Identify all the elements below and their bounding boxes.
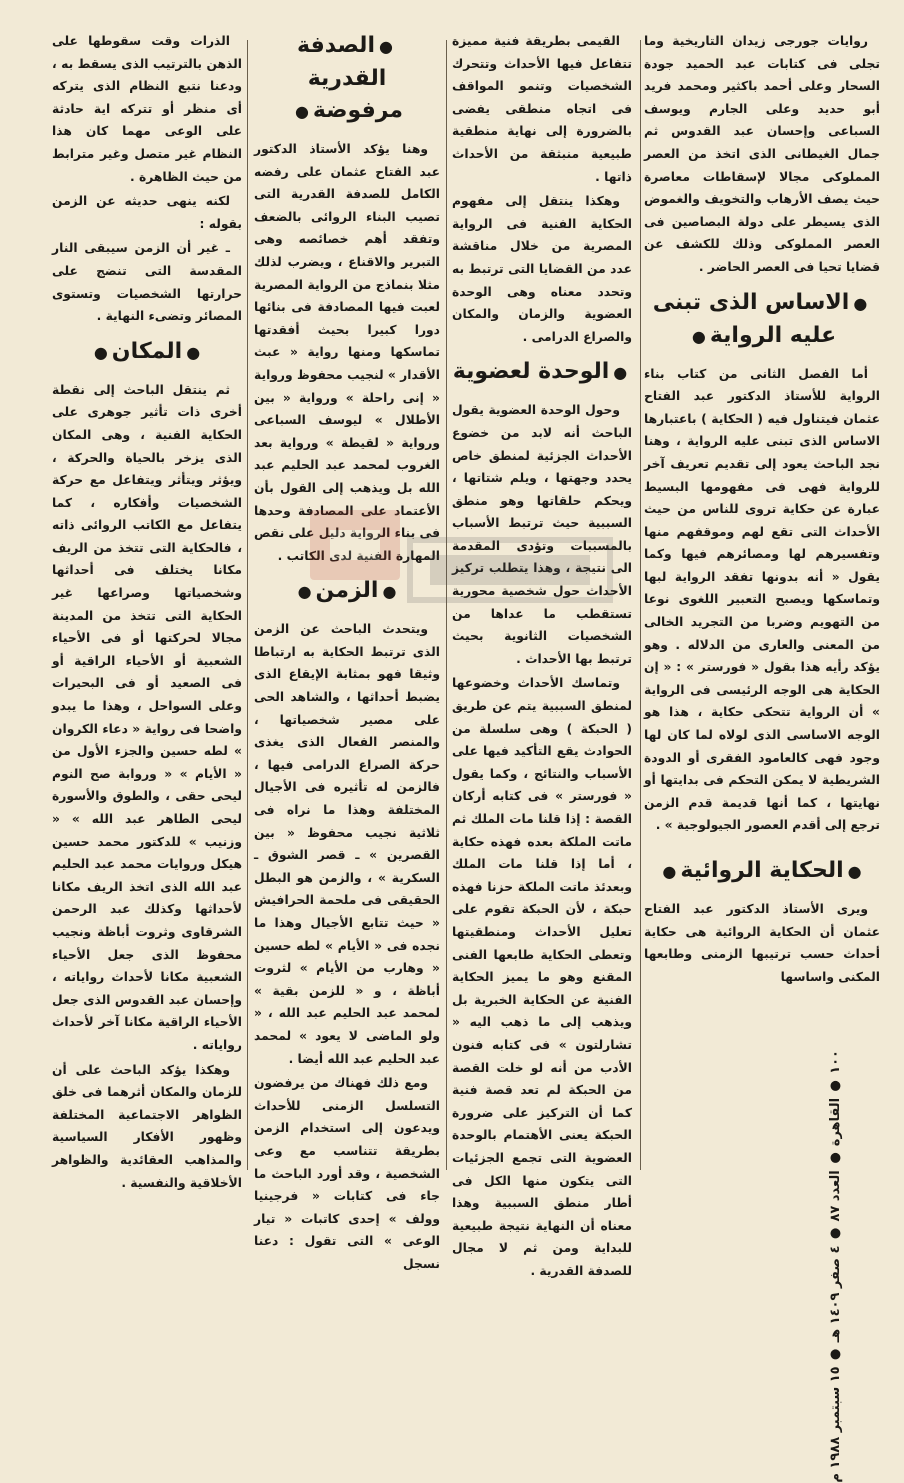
paragraph: روايات جورجى زيدان التاريخية وما تجلى فى كتابات عبد الحميد جودة السحار وعلى أحمد باكثير ومحمد فريد أبو حديد وعلى الجارم ويوسف السباعى وإحسان عبد القدوس ثم جمال الغيطانى الذى اتخذ من العصر المملوكى مجالا لإسقاطات معاصرة حيث يصف الأرهاب والتخويف والغموض الذى يسيطر على دولة البصاصين فى العصر المملوكى وذلك للكشف عن قضايا تحيا فى العصر الحاضر . — [644, 34, 880, 274]
column-1 — [644, 30, 880, 1190]
paragraph: ثم ينتقل الباحث إلى نقطة أخرى ذات تأثير جوهرى على الحكاية الفنية ، وهى المكان الذى يزخر بالحياة والحركة ، ويؤثر ويتأثر ويتفاعل مع حركة الشخصيات وأفكاره ، كما يتفاعل مع الكاتب الروائى ذاته ، فالحكاية التى تتخذ من الريف مكانا يختلف فى أحداثها وشخصياتها وصراعها غير الحكاية التى تتخذ من المدينة مجالا لحركتها أو فى الأحياء الشعبية أو الأحياء الراقية أو فى الصعيد أو فى البحيرات وعلى السواحل ، وهذا ما يبدو واضحا فى رواية « دعاء الكروان » لطه حسين والجزء الأول من « الأيام » « وروابة صح النوم ليحى حقى ، والطوق والأسورة ليحى الطاهر عبد الله » « وزنيب » للدكتور محمد حسين هيكل وروايات محمد عبد الحليم عبد الله الذى اتخذ الريف مكانا لأحداثها وكذلك عبد الرحمن الشرقاوى وثروت أباظة ونجيب محفوظ الذى جعل الأحياء الشعبية مكانا لأحداث رواياته ، وإحسان عبد القدوس الذى جعل الأحياء الراقية مكانا آخر لأحداث رواياته . — [52, 382, 242, 1052]
bullet-icon: ● — [294, 102, 309, 121]
paragraph: الذرات وقت سقوطها على الذهن بالترتيب الذى يسقط به ، ودعنا نتبع النظام الذى يتركه أى منظر أو تتركه اية حادثة على الوعى مهما كان هذا النظام غير متصل وغير مترابط من حيث الظاهرة . — [52, 34, 242, 184]
bullet-icon: ● — [613, 363, 628, 383]
paragraph: وهكذا ينتقل إلى مفهوم الحكاية الفنية فى الرواية المصرية من خلال مناقشة عدد من القضايا التى ترتبط به وتحدد معناه وهى الوحدة العضوية والزمان والمكان والصراع الدرامى . — [452, 194, 632, 344]
bullet-icon: ● — [297, 582, 312, 602]
section-heading: ●الزمن● — [297, 578, 397, 604]
bullet-icon: ● — [662, 862, 677, 881]
paragraph: وحول الوحدة العضوية يقول الباحث أنه لابد من خضوع الأحداث الجزئية لمنطق خاص يحدد وجهتها ، ويلم شتاتها ، ويحكم حلقاتها وهو منطق السببية حيث ترتبط الأسباب بالمسببات وتؤدى المقدمة الى نتيجة ، وهذا يتطلب تركيز الأحداث حول شخصية محورية تستقطب ما عداها من الشخصيات الثانوية بحيث ترتبط بها الأحداث . — [452, 403, 632, 666]
bullet-icon: ● — [847, 862, 862, 881]
paragraph: وهكذا يؤكد الباحث على أن للزمان والمكان أثرهما فى خلق الظواهر الاجتماعية المختلفة وظهور الأفكار السياسية والمذاهب العقائدية والظواهر الأخلاقية والنفسية . — [52, 1062, 242, 1190]
bullet-icon: ● — [853, 293, 868, 313]
section-heading: ●الوحدة لعضوية — [452, 359, 628, 385]
section-heading: ●المكان● — [93, 338, 201, 364]
paragraph: ويرى الأستاذ الدكتور عبد الفتاح عثمان أن الحكاية الروائية هى حكاية أحداث حسب ترتيبها الزمنى وطابعها المكنى واساسها — [644, 902, 880, 984]
bullet-icon: ● — [378, 37, 393, 56]
paragraph: ويتحدث الباحث عن الزمن الذى ترتبط الحكاية به ارتباطا وثيقا فهو بمثابة الإيقاع الذى يضبط أحداثها ، والشاهد الحى على مصير شخصياتها ، والمنصر الفعال الذى يغذى حركة الصراع الدرامى فيها ، فالزمن له تأثيره فى الأجيال المختلفة وهذا ما نراه فى ثلاثية نجيب محفوظ « بين القصرين » ـ قصر الشوق ـ السكرية » ، والزمن هو البطل الحقيقى فى ملحمة الحرافيش « حيث تتابع الأجيال وهذا ما نجده فى « الأيام » لطه حسين « وهارب من الأيام » لثروت أباظة ، و « للزمن بقية » لمحمد عبد الحليم عبد الله ، « ولو الماضى لا يعود » لمحمد عبد الحليم عبد الله أيضا . — [254, 622, 440, 1066]
paragraph: القيمى بطريقة فنية مميزة تتفاعل فيها الأحداث وتتحرك الشخصيات وتنمو المواقف فى اتجاه منطقى يفضى بالضرورة إلى نهاية منطقية طبيعية منبثقة من الأحداث ذاتها . — [452, 34, 632, 184]
column-4 — [52, 30, 242, 1190]
bullet-icon: ● — [186, 342, 201, 362]
page-folio: ١٠٠ ● القاهرة ● العدد ٨٧ ● ٤ صفر ١٤٠٩ هـ ● ١٥ سبتمبر ١٩٨٨ م — [828, 1050, 843, 1483]
column-rule — [640, 40, 641, 1170]
paragraph: أما الفصل الثانى من كتاب بناء الرواية للأستاذ الدكتور عبد الفتاح عثمان فيتناول فيه ( الحكاية ) باعتبارها الاساس الذى تبنى عليه الرواية ، وهنا نجد الباحث يعود إلى تقديم تعريف آخر للرواية فهى فى مفهومها البسيط عبارة عن حكاية تروى للناس من حيث الأحداث التى تقع لهم وموقفهم منها وتفسيرهم لها ومصائرهم فيها وكما يقول « أنه بدونها تفقد الرواية لبها وتماسكها ويصبح التعبير اللغوى نوعا من التهويم وضربا من التجريد الخالى من المعنى والعارى من الدلاله . وهو يؤكد رأيه هذا بقول « فورستر » : « إن الحكاية هى الوجه الرئيسى فى الرواية » أن الرواية تتحكى حكاية ، هذا هو الوجه الاساسى الذى لولاه لما كان لها وجود فهى كالعامود الفقرى أو الدودة الشريطية لا يمكن التحكم فى بدايتها أو نهايتها ، كما أنها قديمة قدم الزمن ترجع إلى أقدم العصور الجيولوجية » . — [644, 366, 880, 833]
bullet-icon: ● — [382, 582, 397, 602]
section-heading: ●الصدفة القدرية مرفوضة● — [294, 33, 404, 123]
paragraph: وهنا يؤكد الأستاذ الدكتور عبد الفتاح عثمان على رفضه الكامل للصدفة القدرية التى تصيب البناء الروائى بالضعف وتفقد أهم خصائصه وهى التبرير والاقناع ، ويضرب لذلك مثلا بنماذج من الرواية المصرية لعبت فيها المصادفة فى بنائها دورا كبيرا بحيث أفقدتها تماسكها ومنها رواية « عبث الأقدار » لنجيب محفوظ ورواية « إنى راحلة » ورواية « بين الأطلال » ليوسف السباعى ورواية « لقيطة » ورواية بعد الغروب لمحمد عبد الحليم عبد الله بل ويذهب إلى القول بأن الأعتماد على المصادفة وحدها فى بناء الرواية دليل على نقص المهارة الفنية لدى الكاتب . — [254, 142, 440, 563]
bullet-icon: ● — [691, 326, 706, 346]
paragraph: وتماسك الأحداث وخضوعها لمنطق السببية يتم عن طريق ( الحبكة ) وهى سلسلة من الحوادث يقع التأكيد فيها على الأسباب والنتائج ، وكما يقول « فورستر » فى كتابه أركان القصة : إذا قلنا مات الملك ثم ماتت الملكة بعده فهذه حكاية ، أما إذا قلنا مات الملك وبعدئذ ماتت الملكة حزنا فهذه حبكة ، لأن الحبكة تقوم على تعليل الأحداث ومنطقيتها وتعطى الحكاية طابعها الفنى المقنع وهو ما يميز الحكاية الفنية عن الحكاية الخبرية بل ويذهب إلى ما ذهب اليه « تشارلتون » فى كتابه فنون الأدب من أنه لو خلت القصة من الحبكة لم تعد قصة فنية كما أن التركيز على ضرورة الحبكة يعنى الأهتمام بالوحدة العضوية التى تجمع الجزئيات التى يتكون منها الكل فى أطار منطق السببية وهذا معناه أن النهاية نتيجة طبيعية للبداية ومن ثم لا مجال للصدفة القدرية . — [452, 676, 632, 1278]
paragraph: ـ غير أن الزمن سيبقى النار المقدسة التى تنضج على حرارتها الشخصيات وتستوى المصائر وتضىء النهاية . — [52, 241, 242, 324]
paragraph: ومع ذلك فهناك من يرفضون التسلسل الزمنى للأحداث ويدعون إلى استخدام الزمن بطريقة تتناسب مع وعى الشخصية ، وقد أورد الباحث ما جاء فى كتابات « فرجينيا وولف » إحدى كاتبات « تيار الوعى » التى تقول : دعنا نسجل — [254, 1076, 440, 1271]
column-rule — [446, 40, 447, 1170]
column-2 — [452, 30, 632, 1278]
column-rule — [247, 40, 248, 1170]
section-heading: ●الحكاية الروائية● — [662, 858, 862, 883]
column-3 — [254, 30, 440, 1271]
paragraph: لكنه ينهى حديثه عن الزمن بقوله : — [52, 194, 242, 231]
section-heading: ●الاساس الذى تبنى عليه الرواية● — [652, 289, 868, 348]
bullet-icon: ● — [93, 342, 108, 362]
